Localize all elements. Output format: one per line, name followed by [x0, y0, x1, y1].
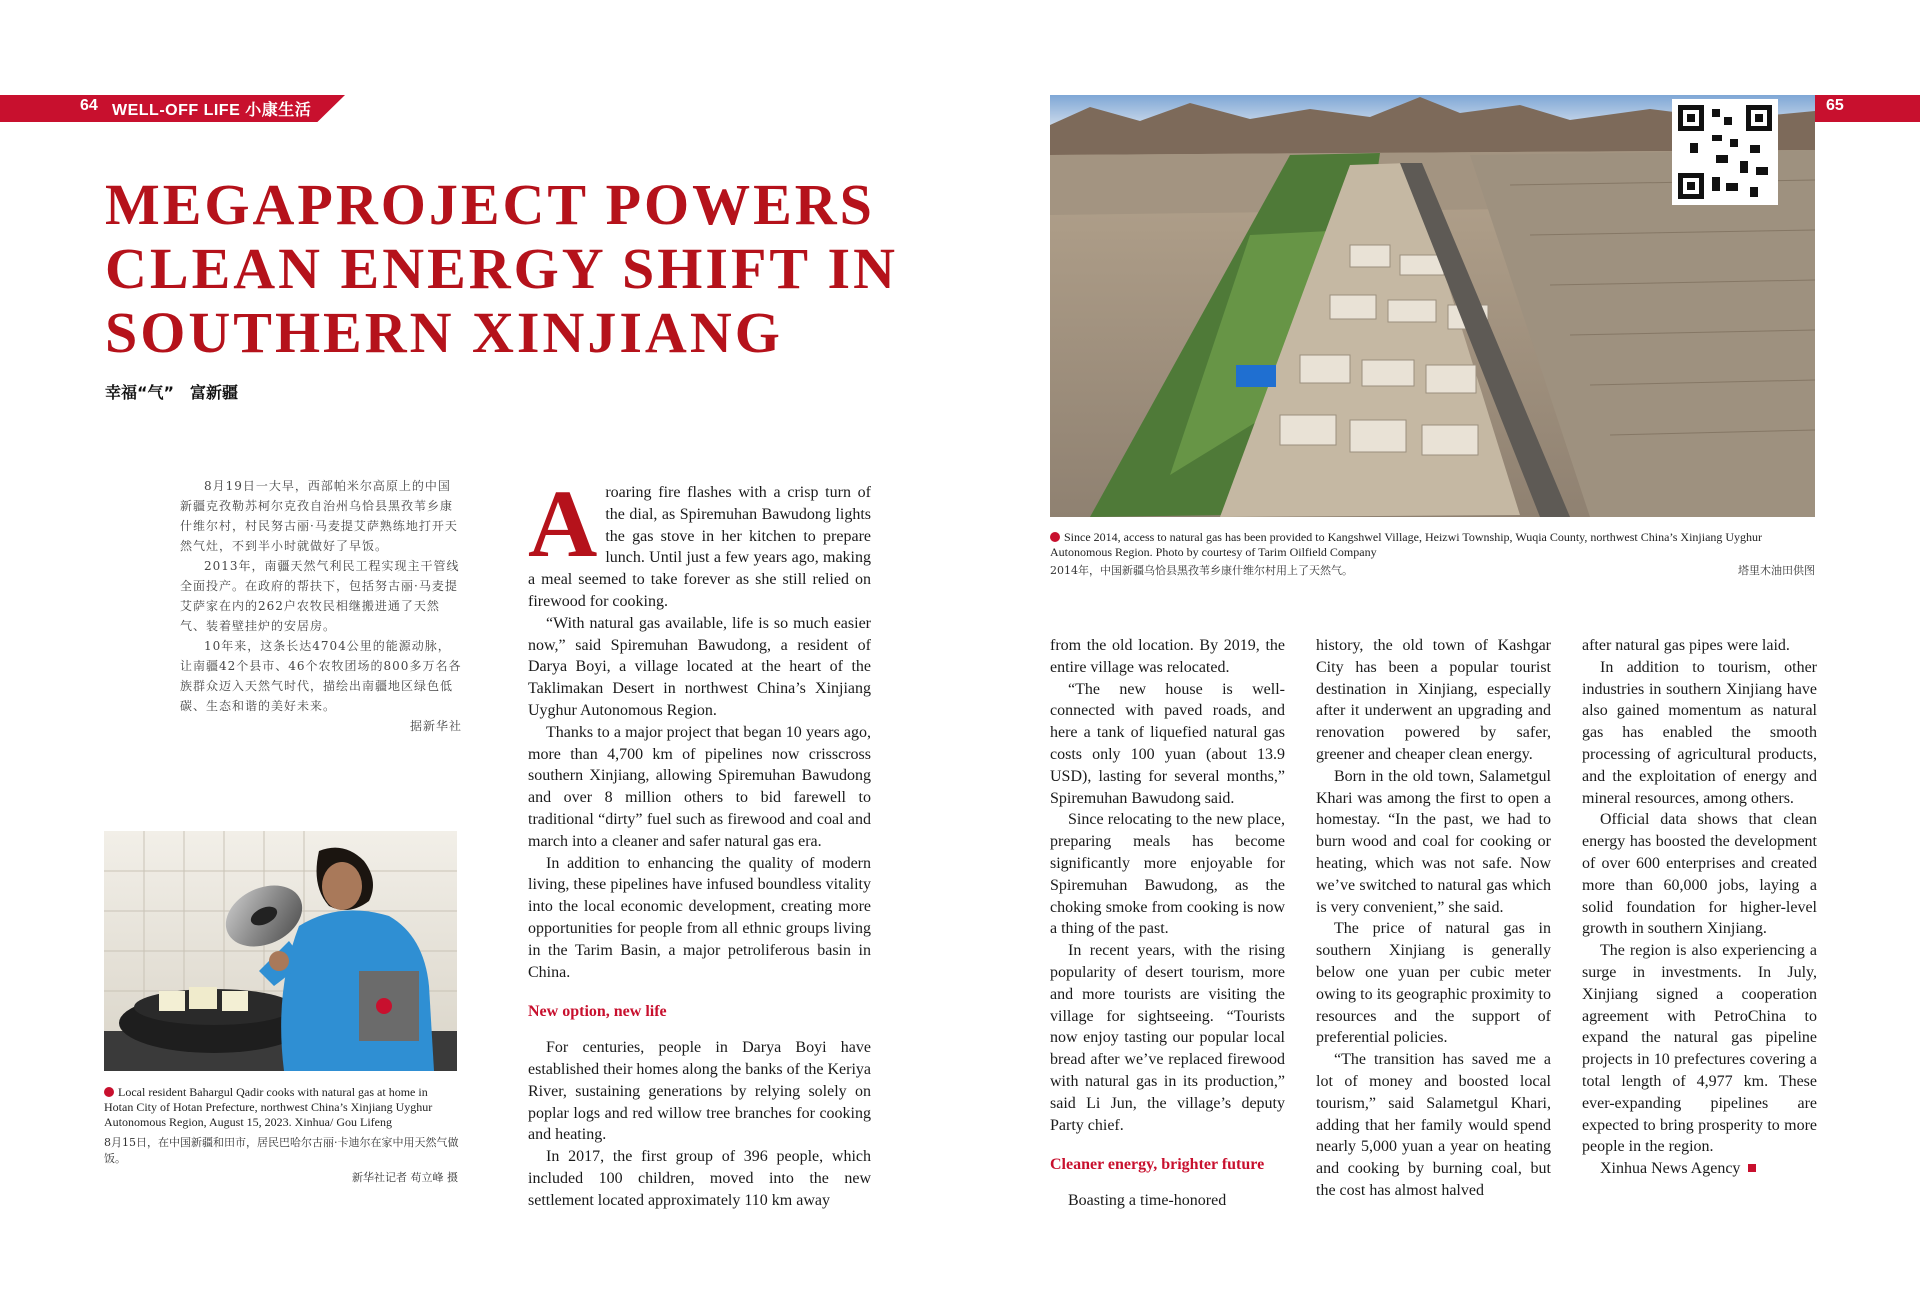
article-paragraph: after natural gas pipes were laid.	[1582, 637, 1790, 654]
cooking-photo-illustration	[104, 831, 457, 1071]
chinese-summary-paragraph: 8月19日一大早，西部帕米尔高原上的中国新疆克孜勒苏柯尔克孜自治州乌恰县黑孜苇乡康什维尔村，村民努古丽·马麦提艾萨熟练地打开天然气灶，不到半小时就做好了早饭。	[180, 479, 458, 553]
cooking-photo-caption-text: Local resident Bahargul Qadir cooks with natural gas at home in Hotan City of Hotan Prefecture, northwest China’s Xinjiang Uyghur Autonomous Region, August 15, 2023. Xinhua/ Gou Lifeng	[104, 1085, 433, 1129]
article-paragraph: “The new house is well-connected with paved roads, and here a tank of liquefied natural gas costs only 100 yuan (about 13.9 USD), lasting for several months,” Spiremuhan Bawudong said.	[1050, 680, 1285, 807]
article-headline	[105, 172, 898, 365]
aerial-village-photo	[1050, 95, 1815, 517]
article-paragraph: Official data shows that clean energy has boosted the development of over 600 enterprises and created more than 60,000 jobs, laying a solid foundation for higher-level growth in southern Xinjiang.	[1582, 811, 1817, 938]
headline-line-3: SOUTHERN XINJIANG	[105, 300, 783, 365]
article-paragraph: The region is also experiencing a surge in investments. In July, Xinjiang signed a cooperation agreement with PetroChina to expand the natural gas pipeline projects in 10 prefectures covering a total length of 4,977 km. These ever-expanding pipelines are expected to bring prosperity to more people in the region.	[1582, 942, 1817, 1156]
article-paragraph: Thanks to a major project that began 10 years ago, more than 4,700 km of pipelines now crisscross southern Xinjiang, allowing Spiremuhan Bawudong and over 8 million others to bid farewell to traditional “dirty” fuel such as firewood and coal and march into a cleaner and safer natural gas era.	[528, 723, 871, 850]
article-paragraph: from the old location. By 2019, the entire village was relocated.	[1050, 637, 1285, 676]
cooking-photo-caption-cn: 8月15日，在中国新疆和田市，居民巴哈尔古丽·卡迪尔在家中用天然气做饭。	[104, 1136, 459, 1165]
aerial-village-illustration	[1050, 95, 1815, 517]
cooking-photo-credit: 新华社记者 苟立峰 摄	[352, 1171, 458, 1184]
subheading-new-option: New option, new life	[528, 1003, 667, 1021]
aerial-photo-credit: 塔里木油田供图	[1738, 564, 1815, 577]
article-paragraph: In addition to enhancing the quality of modern living, these pipelines have infused boundless vitality into the local economic development, creating more opportunities for people from all ethnic groups living in the Tarim Basin, a major petroliferous basin in China.	[528, 854, 871, 981]
article-paragraph: For centuries, people in Darya Boyi have established their homes along the banks of the Keriya River, sustaining generations by relying solely on poplar logs and red willow tree branches for cooking and heating.	[528, 1039, 872, 1144]
aerial-photo-caption-cn: 2014年，中国新疆乌恰县黑孜苇乡康什维尔村用上了天然气。	[1050, 564, 1353, 577]
article-paragraph: history, the old town of Kashgar City has been a popular tourist destination in Xinjiang, especially after it underwent an upgrading and renovation powered by safer, greener and cheaper clean energy.	[1316, 637, 1551, 763]
chinese-summary-paragraph: 2013年，南疆天然气利民工程实现主干管线全面投产。在政府的帮扶下，包括努古丽·马麦提艾萨家在内的262户农牧民相继搬进通了天然气、装着壁挂炉的安居房。	[180, 559, 460, 633]
article-paragraph: Boasting a time-honored	[1068, 1192, 1227, 1210]
chinese-summary	[180, 476, 462, 736]
aerial-photo-caption-text: Since 2014, access to natural gas has been provided to Kangshwel Village, Heizwi Township, Wuqia County, northwest China’s Xinjiang Uyghur Autonomous Region. Photo by courtesy of Tarim Oilfield Company	[1050, 530, 1763, 559]
chinese-title: 幸福“气” 富新疆	[105, 383, 239, 402]
article-paragraph: In addition to tourism, other industries in southern Xinjiang have also gained momentum as natural gas has enabled the smooth processing of agricultural products, and the exploitation of energy and mineral resources, among others.	[1582, 658, 1817, 807]
page-number-right: 65	[1826, 97, 1844, 114]
subheading-cleaner-energy: Cleaner energy, brighter future	[1050, 1156, 1265, 1174]
article-paragraph: “The transition has saved me a lot of money and boosted local tourism,” said Salametgul Khari, adding that her family would spend nearly 5,000 yuan a year on heating and cooking by burning coal, but the cost has almost halved	[1316, 1051, 1551, 1199]
article-column-2	[1050, 635, 1285, 1212]
byline-text: Xinhua News Agency	[1600, 1160, 1741, 1178]
article-paragraph: Born in the old town, Salametgul Khari was among the first to open a homestay. “In the past, we had to burn wood and coal for cooking or heating, which was not safe. Now we’ve switched to natural gas which is very convenient,” she said.	[1316, 767, 1551, 916]
article-paragraph: “With natural gas available, life is so much easier now,” said Spiremuhan Bawudong, a resident of Darya Boyi, a village located at the heart of the Taklimakan Desert in northwest China’s Xinjiang Uyghur Autonomous Region.	[528, 614, 871, 719]
article-byline	[1582, 1158, 1817, 1180]
camera-icon	[104, 1087, 114, 1097]
article-paragraph: In 2017, the first group of 396 people, which included 100 children, moved into the new settlement located approximately 110 km away	[528, 1148, 871, 1209]
aerial-photo-caption	[1050, 530, 1820, 560]
article-paragraph: Since relocating to the new place, preparing meals has become significantly more enjoyable for Spiremuhan Bawudong, as the choking smoke from cooking is now a thing of the past.	[1050, 811, 1285, 938]
camera-icon	[1050, 532, 1060, 542]
article-paragraph: The price of natural gas in southern Xinjiang is generally below one yuan per cubic meter owing to its geographic proximity to resources and the support of preferential policies.	[1316, 920, 1551, 1047]
cooking-photo	[104, 831, 457, 1071]
article-column-4	[1582, 635, 1817, 1180]
cooking-photo-caption	[104, 1085, 460, 1130]
article-paragraph: roaring fire flashes with a crisp turn of the dial, as Spiremuhan Bawudong lights the gas stove in her kitchen to prepare lunch. Until just a few years ago, making a meal seemed to take forever as she still relied on firewood for cooking.	[528, 484, 871, 610]
chinese-summary-source: 据新华社	[409, 719, 462, 733]
end-mark-icon	[1748, 1164, 1756, 1172]
dropcap: A	[528, 470, 598, 577]
chinese-summary-paragraph: 10年来，这条长达4704公里的能源动脉，让南疆42个县市、46个农牧团场的800多万名各族群众迈入天然气时代，描绘出南疆地区绿色低碳、生态和谐的美好未来。	[180, 639, 462, 713]
article-column-3	[1316, 635, 1551, 1202]
article-column-1	[528, 470, 872, 1212]
section-label: WELL-OFF LIFE 小康生活	[112, 102, 312, 119]
headline-line-2: CLEAN ENERGY SHIFT IN	[105, 236, 898, 301]
page-number-left: 64	[80, 97, 98, 114]
article-paragraph: In recent years, with the rising popularity of desert tourism, more and more tourists are visiting the village for sightseeing. “Tourists now enjoy tasting our popular local bread after we’ve replaced firewood with natural gas in its production,” said Li Jun, the village’s deputy Party chief.	[1050, 942, 1285, 1134]
qr-code	[1672, 99, 1778, 205]
headline-line-1: MEGAPROJECT POWERS	[105, 172, 875, 237]
